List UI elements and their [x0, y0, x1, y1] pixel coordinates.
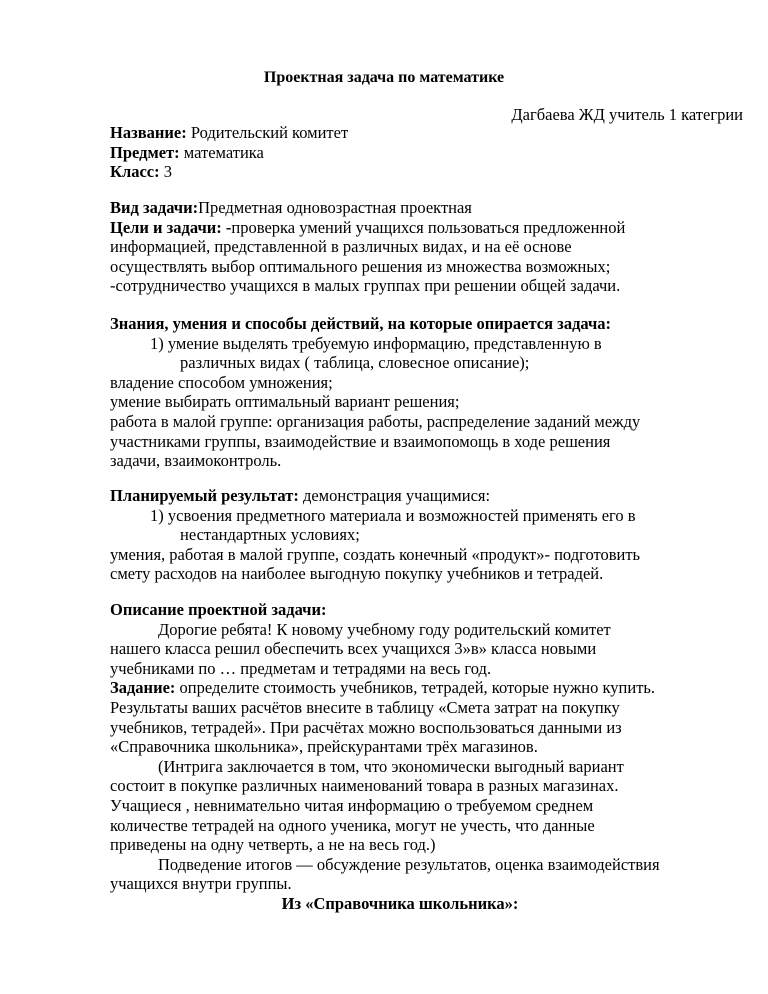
name-value: Родительский комитет: [186, 123, 349, 142]
intrigue-text: состоит в покупке различных наименований товара в разных магазинах.: [110, 776, 619, 796]
name-label: Название:: [110, 123, 187, 142]
meta-block: [110, 123, 750, 182]
result-line: [110, 486, 750, 506]
description-paragraph: Дорогие ребята! К новому учебному году родительский комитет: [158, 619, 611, 639]
description-block: [110, 600, 750, 914]
class-line: [110, 162, 750, 182]
assignment-label: Задание:: [110, 678, 176, 698]
result-label: Планируемый результат:: [110, 486, 299, 505]
description-text: нашего класса решил обеспечить всех учащихся 3»в» класса новыми: [110, 639, 597, 659]
intrigue-paragraph: (Интрига заключается в том, что экономически выгодный вариант: [158, 756, 624, 776]
goals-line: [110, 218, 750, 238]
result-text: смету расходов на наиболее выгодную покупку учебников и тетрадей.: [110, 564, 604, 584]
author-line: Дагбаева ЖД учитель 1 категрии: [511, 105, 743, 124]
task-block: [110, 198, 750, 296]
skills-heading: [110, 314, 750, 334]
goals-text: -сотрудничество учащихся в малых группах при решении общей задачи.: [110, 276, 621, 296]
assignment-text: «Справочника школьника», прейскурантами трёх магазинов.: [110, 737, 538, 757]
goals-text: информацией, представленной в различных видах, и на её основе: [110, 237, 572, 257]
assignment-text: определите стоимость учебников, тетрадей, которые нужно купить.: [175, 678, 656, 698]
goals-text: осуществлять выбор оптимального решения из множества возможных;: [110, 256, 611, 276]
result-list-item-cont: нестандартных условиях;: [180, 525, 360, 545]
description-text: учебниками по … предметам и тетрадями на весь год.: [110, 658, 492, 678]
assignment-text: Результаты ваших расчётов внесите в таблицу «Смета затрат на покупку: [110, 697, 620, 717]
reference-heading: [110, 894, 750, 914]
skills-list-item-cont: различных видах ( таблица, словесное описание);: [180, 353, 530, 373]
intrigue-text: количестве тетрадей на одного ученика, могут не учесть, что данные: [110, 815, 595, 835]
skills-heading-text: Знания, умения и способы действий, на которые опирается задача:: [110, 314, 612, 333]
subject-value: математика: [179, 142, 264, 162]
result-value: демонстрация учащимися:: [298, 486, 491, 505]
result-block: [110, 486, 750, 584]
task-type-line: [110, 198, 750, 218]
goals-text: проверка умений учащихся пользоваться предложенной: [231, 217, 626, 237]
skills-line: работа в малой группе: организация работы, распределение заданий между: [110, 411, 641, 431]
goals-label: Цели и задачи: -: [110, 217, 232, 237]
description-heading: [110, 600, 750, 620]
skills-line: владение способом умножения;: [110, 372, 333, 392]
skills-line: задачи, взаимоконтроль.: [110, 451, 282, 471]
skills-line: умение выбирать оптимальный вариант решения;: [110, 392, 460, 412]
assignment-text: учебников, тетрадей». При расчётах можно воспользоваться данными из: [110, 717, 622, 737]
intrigue-text: Учащиеся , невнимательно читая информацию о требуемом среднем: [110, 795, 594, 815]
class-value: 3: [159, 162, 172, 182]
name-line: [110, 123, 750, 143]
skills-block: [110, 314, 750, 471]
task-type-value: Предметная одновозрастная проектная: [198, 198, 472, 217]
intrigue-text: приведены на одну четверть, а не на весь год.): [110, 835, 436, 855]
skills-list-item: 1) умение выделять требуемую информацию, представленную в: [150, 333, 602, 353]
description-heading-text: Описание проектной задачи:: [110, 600, 327, 619]
summary-paragraph: Подведение итогов — обсуждение результатов, оценка взаимодействия: [158, 854, 660, 874]
assignment-line: [110, 678, 750, 698]
result-list-item: 1) усвоения предметного материала и возможностей применять его в: [150, 505, 636, 525]
subject-label: Предмет:: [110, 142, 180, 162]
reference-heading-text: Из «Справочника школьника»:: [281, 893, 519, 913]
task-type-label: Вид задачи:: [110, 198, 199, 217]
result-text: умения, работая в малой группе, создать конечный «продукт»- подготовить: [110, 544, 641, 564]
skills-line: участниками группы, взаимодействие и взаимопомощь в ходе решения: [110, 431, 611, 451]
class-label: Класс:: [110, 162, 160, 182]
summary-text: учащихся внутри группы.: [110, 874, 292, 894]
subject-line: [110, 143, 750, 163]
page-title: Проектная задача по математике: [263, 69, 505, 86]
